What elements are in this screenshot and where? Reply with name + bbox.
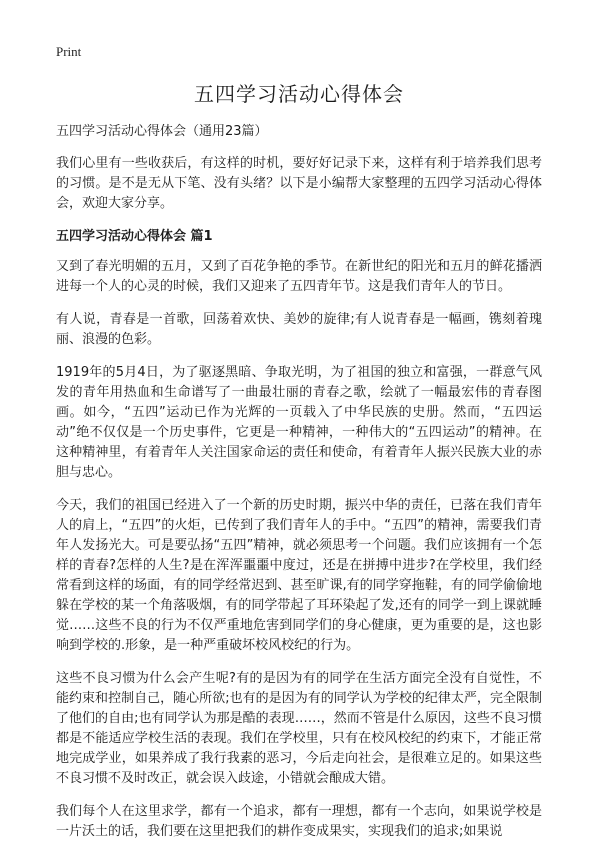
intro-paragraph: 我们心里有一些收获后，有这样的时机，要好好记录下来，这样有利于培养我们思考的习惯。是不是无从下笔、没有头绪？以下是小编帮大家整理的五四学习活动心得体会，欢迎大家分享。 (56, 156, 542, 211)
body-paragraph: 1919年的5月4日，为了驱逐黑暗、争取光明，为了祖国的独立和富强，一群意气风发的青年用热血和生命谱写了一曲最壮丽的青春之歌，绘就了一幅最宏伟的青春图画。如今，“五四”运动已作为光辉的一页载入了中华民族的史册。然而，“五四运动”绝不仅仅是一个历史事件，它更是一种精神，一种伟大的“五四运动”的精神。在这种精神里，有着青年人关注国家命运的责任和使命，有着青年人振兴民族大业的赤胆与忠心。 (56, 365, 542, 480)
body-paragraph: 今天，我们的祖国已经进入了一个新的历史时期，振兴中华的责任，已落在我们青年人的肩上，“五四”的火炬，已传到了我们青年人的手中。“五四”的精神，需要我们青年人发扬光大。可是要弘扬“五四”精神，就必须思考一个问题。我们应该拥有一个怎样的青春?怎样的人生?是在浑浑噩噩中度过，还是在拼搏中进步?在学校里，我们经常看到这样的场面，有的同学经常迟到、甚至旷课,有的同学穿拖鞋，有的同学偷偷地躲在学校的某一个角落吸烟，有的同学带起了耳环染起了发,还有的同学一到上课就睡觉……这些不良的行为不仅严重地危害到同学们的身心健康，更为重要的是，这也影响到学校的.形象，是一种严重破坏校风校纪的行为。 (56, 498, 542, 653)
body-paragraph: 有人说，青春是一首歌，回荡着欢快、美妙的旋律;有人说青春是一幅画，镌刻着瑰丽、浪漫的色彩。 (56, 312, 542, 347)
body-paragraph: 我们每个人在这里求学，都有一个追求，都有一理想，都有一个志向，如果说学校是一片沃土的话，我们要在这里把我们的耕作变成果实，实现我们的追求;如果说 (56, 804, 542, 839)
print-link[interactable]: Print (56, 44, 82, 59)
body-paragraph: 这些不良习惯为什么会产生呢?有的是因为有的同学在生活方面完全没有自觉性，不能约束和控制自己，随心所欲;也有的是因为有的同学认为学校的纪律太严，完全限制了他们的自由;也有同学认为那是酷的表现……，然而不管是什么原因，这些不良习惯都是不能适应学校生活的表现。我们在学校里，只有在校风校纪的约束下，才能正常地完成学业，如果养成了我行我素的恶习，今后走向社会，是很难立足的。如果这些不良习惯不及时改正，就会误入歧途，小错就会酿成大错。 (56, 671, 542, 786)
body-paragraph: 又到了春光明媚的五月，又到了百花争艳的季节。在新世纪的阳光和五月的鲜花播洒进每一个人的心灵的时候，我们又迎来了五四青年节。这是我们青年人的节日。 (56, 259, 542, 294)
document-title: 五四学习活动心得体会 (194, 82, 404, 106)
section-heading: 五四学习活动心得体会 篇1 (56, 229, 213, 244)
document-subtitle: 五四学习活动心得体会（通用23篇） (56, 124, 268, 139)
